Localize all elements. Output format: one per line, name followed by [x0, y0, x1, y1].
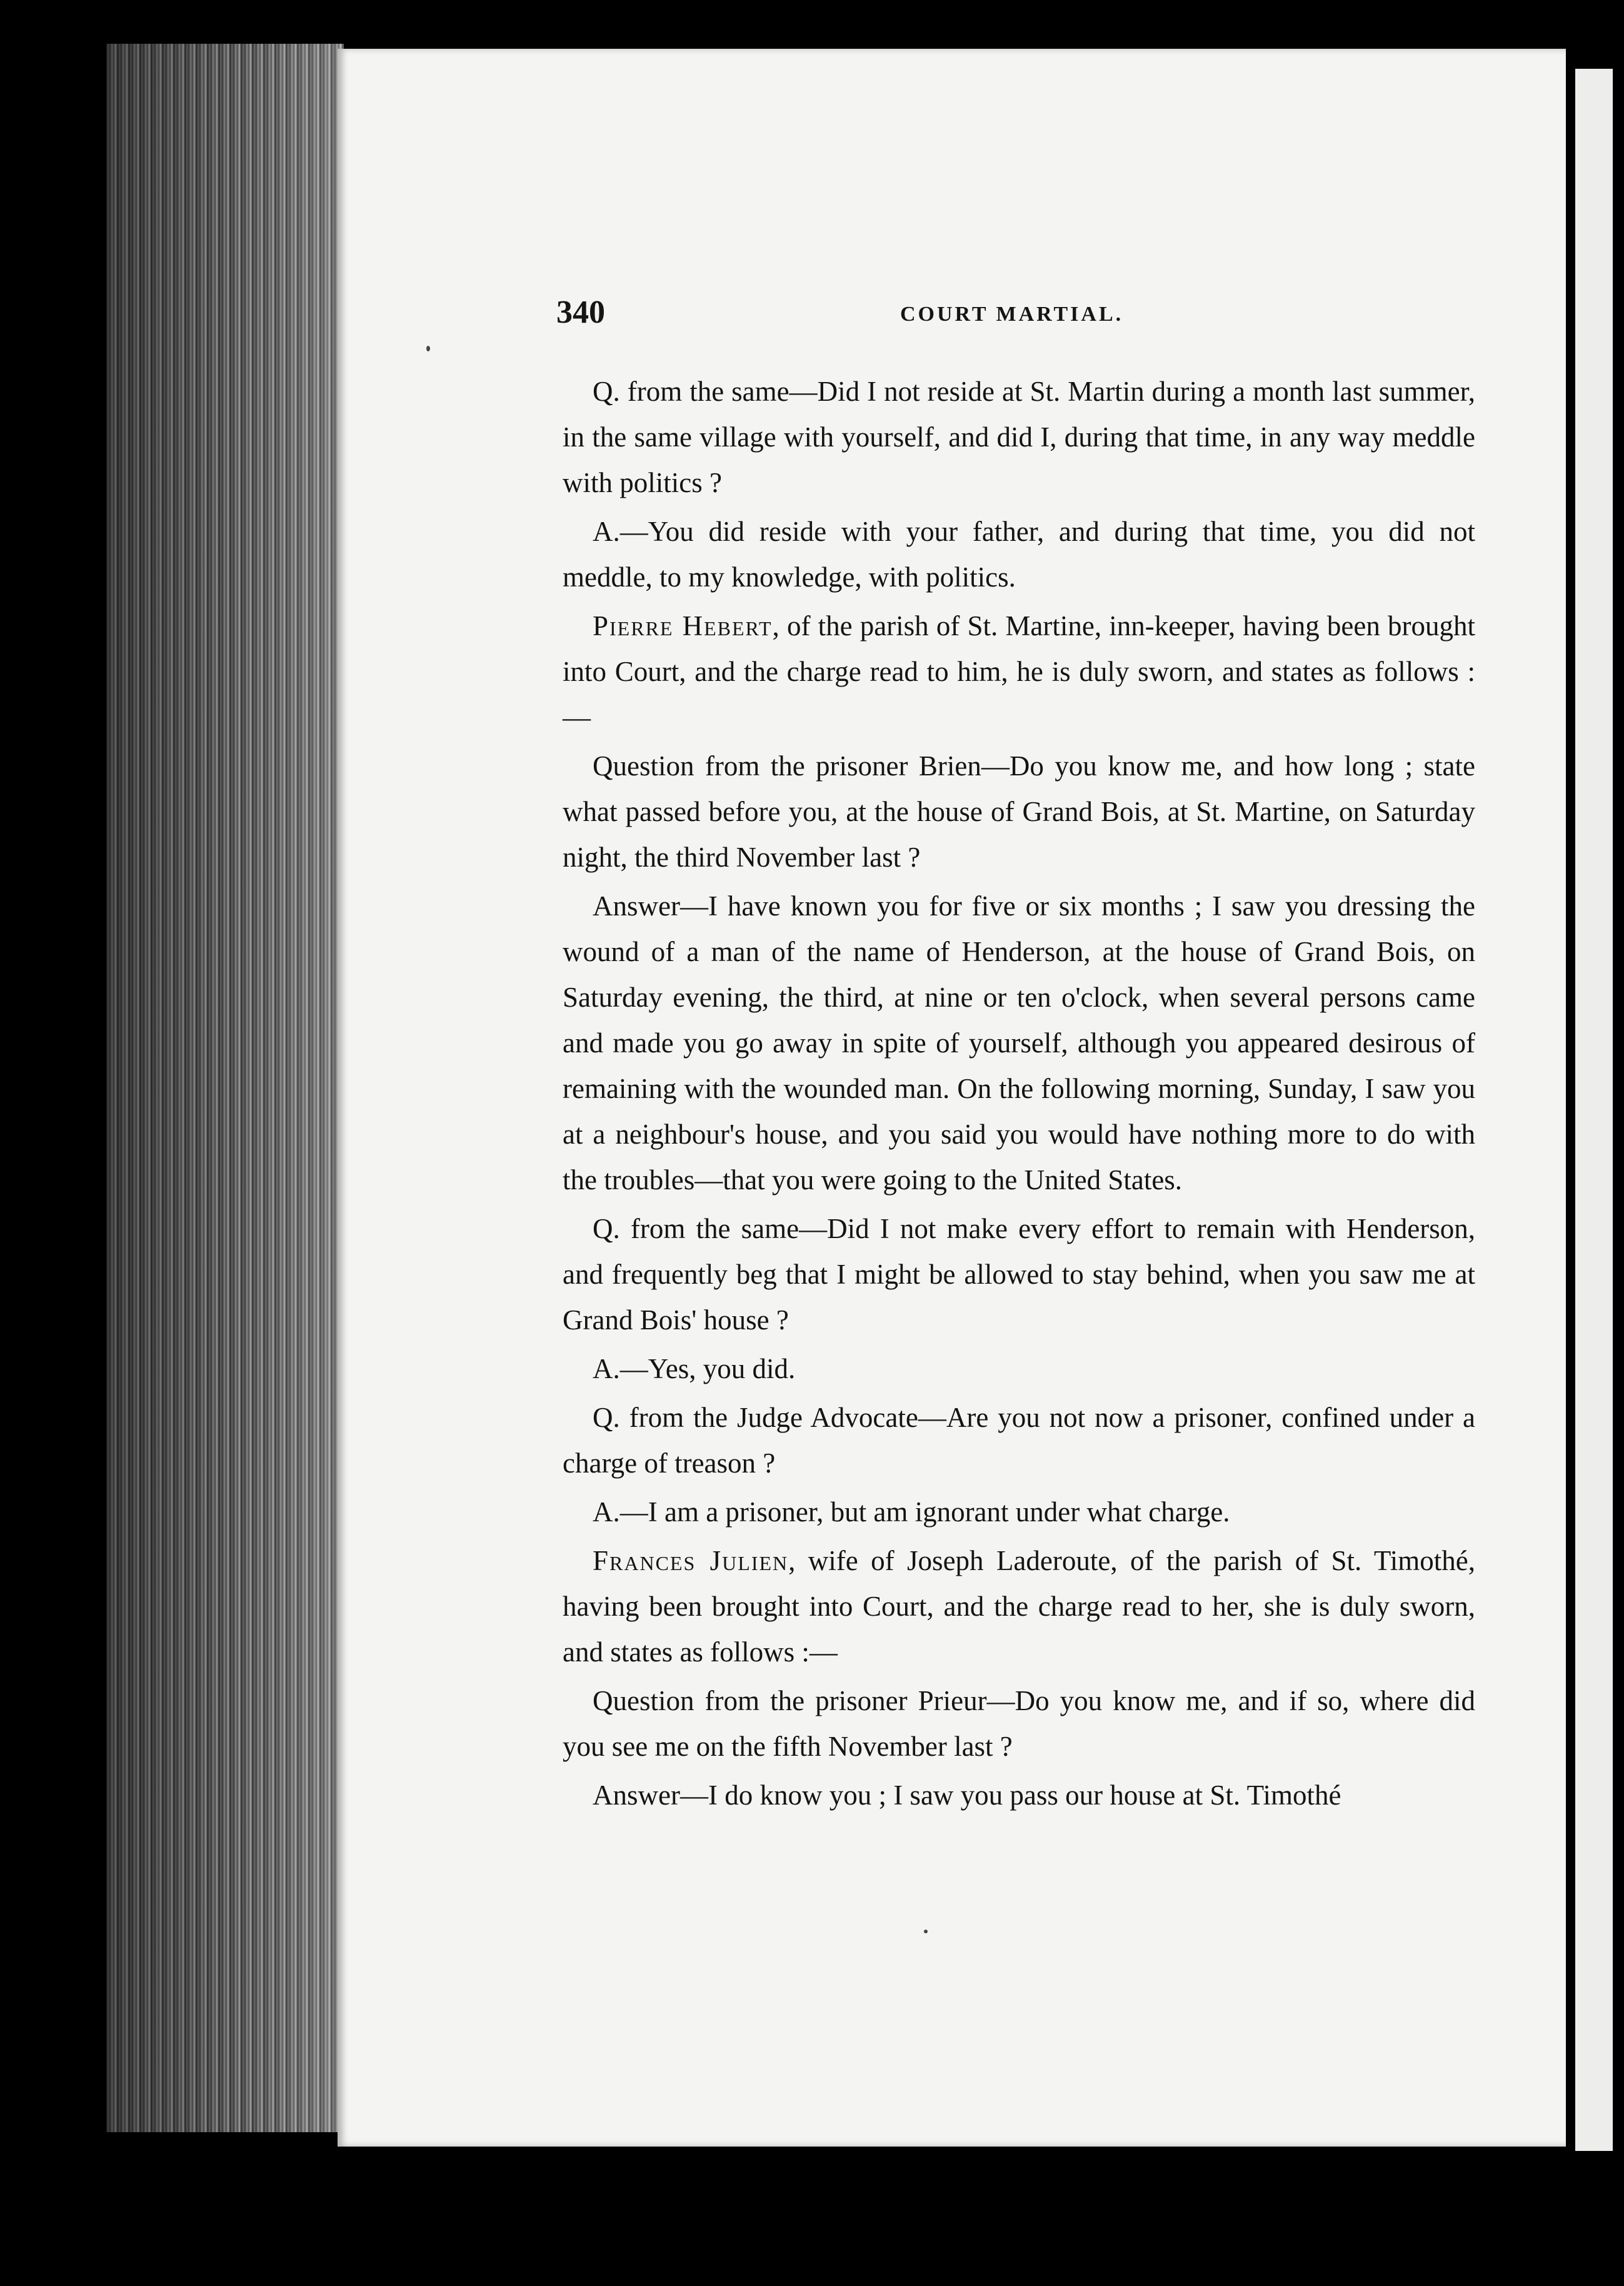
paragraph [563, 603, 1475, 740]
running-title: COURT MARTIAL. [900, 303, 1124, 326]
ink-speck [426, 346, 430, 351]
ink-speck [924, 1930, 928, 1933]
paragraph-text: Answer—I have known you for five or six months ; I saw you dressing the wound of a man of the name of Henderson, at the house of Grand Bois, on Saturday evening, the third, at nine or ten o'clock, when several persons came and made you go away in spite of yourself, although you appeared desirous of remaining with the wounded man. On the following morning, Sunday, I saw you at a neighbour's house, and you said you would have nothing more to do with the troubles—that you were going to the United States. [563, 890, 1475, 1196]
paragraph [563, 509, 1475, 600]
paragraph [563, 1538, 1475, 1675]
paragraph-text: Answer—I do know you ; I saw you pass our house at St. Timothé [593, 1780, 1341, 1811]
running-head [550, 294, 1456, 338]
book-page-edges [106, 44, 344, 2132]
paragraph-text: Q. from the same—Did I not reside at St. Martin during a month last summer, in the same village with yourself, and did I, during that time, in any way meddle with politics ? [563, 376, 1475, 498]
paragraph-text: , wife of Joseph Laderoute, of the parish of St. Timothé, having been brought into Court, and the charge read to her, she is duly sworn, and states as follows :— [563, 1545, 1475, 1668]
paragraph [563, 369, 1475, 506]
paragraph [563, 1395, 1475, 1486]
paragraph-text: , of the parish of St. Martine, inn-keeper, having been brought into Court, and the charge read to him, he is duly sworn, and states as follows :— [563, 610, 1475, 733]
paragraph-text: Question from the prisoner Prieur—Do you know me, and if so, where did you see me on the fifth November last ? [563, 1685, 1475, 1762]
paragraph-text: A.—I am a prisoner, but am ignorant under what charge. [593, 1496, 1230, 1528]
page-number: 340 [556, 295, 605, 330]
paragraph [563, 1206, 1475, 1343]
paragraph-lead: Frances Julien [593, 1545, 789, 1576]
facing-page-edge [1575, 69, 1613, 2151]
paragraph [563, 1489, 1475, 1535]
paragraph [563, 884, 1475, 1203]
paragraph-text: Question from the prisoner Brien—Do you know me, and how long ; state what passed before you, at the house of Grand Bois, at St. Martine, on Saturday night, the third November last ? [563, 750, 1475, 873]
paragraph-lead: Pierre Hebert [593, 610, 773, 642]
paragraph [563, 1346, 1475, 1392]
paragraph [563, 1773, 1475, 1818]
paragraph [563, 743, 1475, 880]
paragraph-text: A.—You did reside with your father, and during that time, you did not meddle, to my knowledge, with politics. [563, 516, 1475, 593]
paragraph-text: A.—Yes, you did. [593, 1353, 796, 1384]
paragraph [563, 1678, 1475, 1770]
page-text [563, 369, 1475, 1821]
paragraph-text: Q. from the Judge Advocate—Are you not now a prisoner, confined under a charge of treason ? [563, 1402, 1475, 1479]
paragraph-text: Q. from the same—Did I not make every effort to remain with Henderson, and frequently beg that I might be allowed to stay behind, when you saw me at Grand Bois' house ? [563, 1213, 1475, 1336]
